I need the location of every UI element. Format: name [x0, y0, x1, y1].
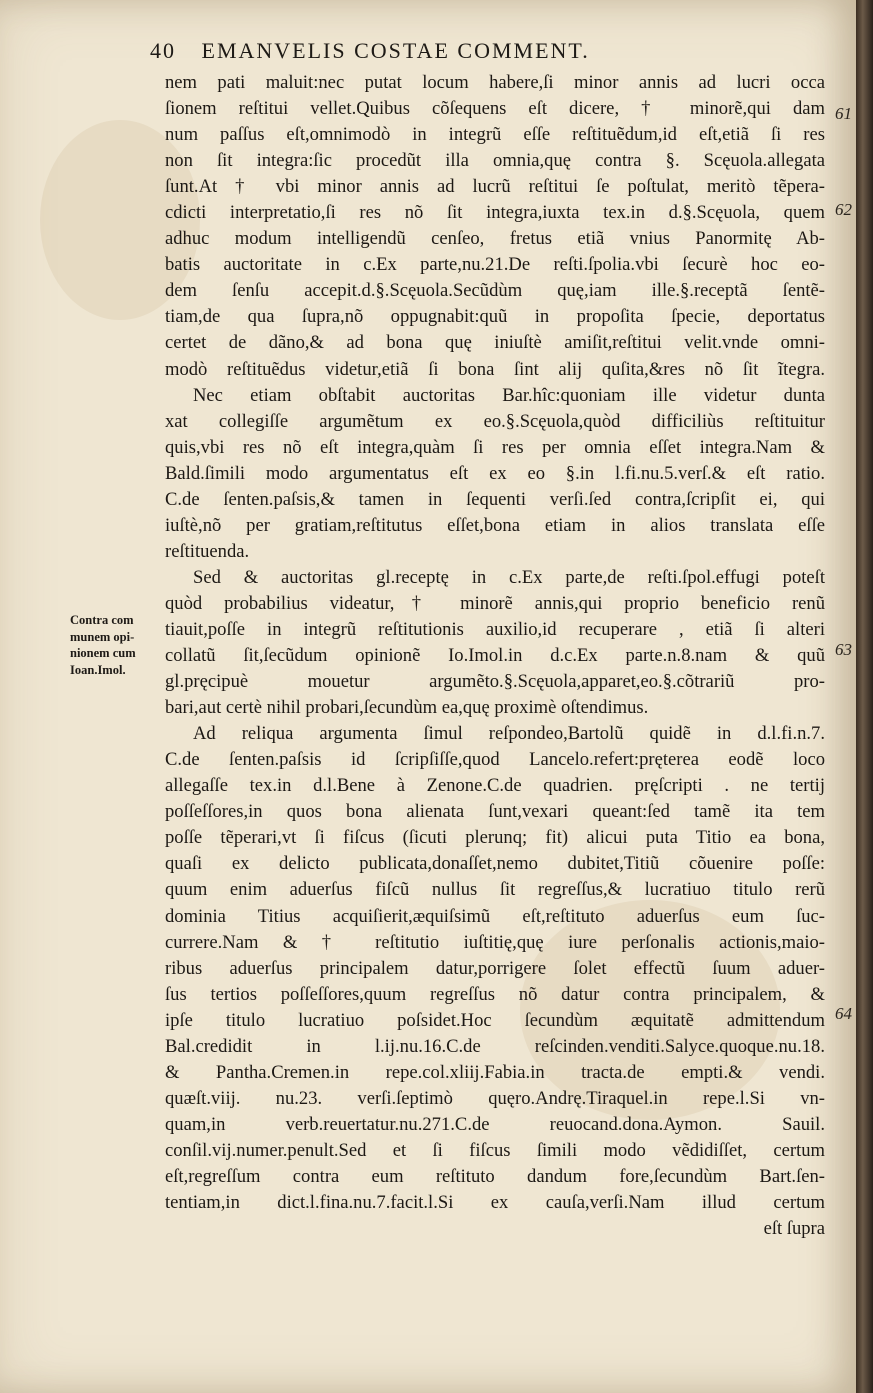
text-line: num paſſus eſt,omnimodò in integrũ eſſe reſtituẽdum,id eſt,etiã ſi res: [165, 124, 825, 146]
text-line: cdicti interpretatio,ſi res nõ ſit integra,iuxta tex.in d.§.Scęuola, quem: [165, 202, 825, 224]
text-line: tiauit,poſſe in integrũ reſtitutionis auxilio,id recuperare , etiã ſi alteri: [165, 618, 825, 640]
text-line: Bal.credidit in l.ij.nu.16.C.de reſcinden.venditi.Salyce.quoque.nu.18.: [165, 1035, 825, 1057]
text-line: reſtituenda.: [165, 540, 250, 562]
text-line: modò reſtituẽdus videtur,etiã ſi bona ſint alij quſita,&res nõ ſit ĩtegra.: [165, 358, 825, 380]
margin-note-line: Contra com: [70, 613, 134, 627]
text-line: poſſe tẽperari,vt ſi fiſcus (ſicuti plerunq; fit) alicui puta Titio ea bona,: [165, 827, 825, 849]
text-line: Bald.ſimili modo argumentatus eſt ex eo §.in l.fi.nu.5.verſ.& eſt ratio.: [165, 462, 825, 484]
text-line: ſionem reſtitui vellet.Quibus cõſequens eſt dicere, † minorẽ,qui dam: [165, 98, 825, 120]
text-line: dominia Titius acquiſierit,æquiſsimũ eſt,reſtituto aduerſus eum ſuc-: [165, 905, 825, 927]
margin-number: 61: [835, 104, 852, 123]
text-line: adhuc modum intelligendũ cenſeo, fretus etiã vnius Panormitę Ab-: [165, 228, 825, 250]
text-line: C.de ſenten.paſsis id ſcripſiſſe,quod Lancelo.refert:pręterea eodẽ loco: [165, 749, 825, 771]
text-line: quis,vbi res nõ eſt integra,quàm ſi res per omnia eſſet integra.Nam &: [165, 436, 825, 458]
text-line: quam,in verb.reuertatur.nu.271.C.de reuocand.dona.Aymon. Sauil.: [165, 1113, 825, 1135]
margin-note: [70, 612, 180, 678]
body-text: [165, 70, 825, 1242]
text-line: quaſi ex delicto publicata,donaſſet,nemo dubitet,Titiũ cõuenire poſſe:: [165, 853, 825, 875]
text-line: non ſit integra:ſic procedũt illa omnia,quę contra §. Scęuola.allegata: [165, 150, 825, 172]
text-line: C.de ſenten.paſsis,& tamen in ſequenti verſi.ſed contra,ſcripſit ei, qui: [165, 488, 825, 510]
text-line: ſunt.At † vbi minor annis ad lucrũ reſtitui ſe poſtulat, meritò tẽpera-: [165, 176, 825, 198]
text-line: allegaſſe tex.in d.l.Bene à Zenone.C.de quadrien. pręſcripti . ne tertij: [165, 775, 825, 797]
text-line: Nec etiam obſtabit auctoritas Bar.hîc:quoniam ille videtur dunta: [193, 384, 825, 406]
running-header: [150, 38, 830, 64]
text-line: currere.Nam & † reſtitutio iuſtitię,quę iure perſonalis actionis,maio-: [165, 931, 825, 953]
text-line: quæſt.viij. nu.23. verſi.ſeptimò quęro.Andrę.Tiraquel.in repe.l.Si vn-: [165, 1087, 825, 1109]
text-line: nem pati maluit:nec putat locum habere,ſi minor annis ad lucri occa: [165, 72, 825, 93]
text-line: ribus aduerſus principalem datur,porrigere ſolet effectũ ſuum aduer-: [165, 957, 825, 979]
text-line: collatũ ſit,ſecũdum opinionẽ Io.Imol.in d.c.Ex parte.n.8.nam & quũ: [165, 645, 825, 667]
text-line: conſil.vij.numer.penult.Sed et ſi fiſcus ſimili modo vẽdidiſſet, certum: [165, 1139, 825, 1161]
text-line: dem ſenſu accepit.d.§.Scęuola.Secũdùm quę,iam ille.§.receptã ſentẽ-: [165, 280, 825, 302]
text-line: eſt ſupra: [763, 1218, 825, 1240]
text-line: certet de dãno,& ad bona quę iniuſtè amiſit,reſtitui velit.vnde omni-: [165, 332, 825, 354]
text-line: iuſtè,nõ per gratiam,reſtitutus eſſet,bona etiam in alios translata eſſe: [165, 514, 825, 536]
margin-note-line: Ioan.Imol.: [70, 662, 126, 677]
text-line: batis auctoritate in c.Ex parte,nu.21.De reſti.ſpolia.vbi ſecurè hoc eo-: [165, 254, 825, 276]
text-line: tentiam,in dict.l.fina.nu.7.facit.l.Si ex cauſa,verſi.Nam illud certum: [165, 1192, 825, 1214]
running-title: EMANVELIS COSTAE COMMENT.: [201, 38, 590, 63]
page-number: 40: [150, 38, 176, 63]
text-line: eſt,regreſſum contra eum reſtituto dandum fore,ſecundùm Bart.ſen-: [165, 1165, 825, 1187]
margin-note-line: nionem cum: [70, 646, 136, 660]
text-line: tiam,de qua ſupra,nõ oppugnabit:quũ in propoſita ſpecie, deportatus: [165, 306, 825, 328]
book-spine-edge: [856, 0, 873, 1393]
margin-number: 62: [835, 200, 852, 219]
margin-number: 64: [835, 1004, 852, 1023]
margin-note-line: munem opi-: [70, 629, 135, 644]
text-line: gl.pręcipuè mouetur argumẽto.§.Scęuola,apparet,eo.§.cõtrariũ pro-: [165, 671, 825, 693]
text-line: quum enim aduerſus fiſcũ nullus ſit regreſſus,& lucratiuo titulo rerũ: [165, 879, 825, 901]
margin-number: 63: [835, 640, 852, 659]
text-line: bari,aut certè nihil probari,ſecundùm ea,quę proximè oſtendimus.: [165, 697, 649, 719]
text-line: xat collegiſſe argumẽtum ex eo.§.Scęuola,quòd difficiliùs reſtituitur: [165, 410, 825, 432]
text-line: Ad reliqua argumenta ſimul reſpondeo,Bartolũ quidẽ in d.l.fi.n.7.: [193, 723, 825, 745]
text-line: & Pantha.Cremen.in repe.col.xliij.Fabia.in tracta.de empti.& vendi.: [165, 1061, 825, 1083]
text-line: ſus tertios poſſeſſores,quum regreſſus nõ datur contra principalem, &: [165, 983, 825, 1005]
text-line: quòd probabilius videatur,† minorẽ annis,qui proprio beneficio renũ: [165, 592, 825, 614]
text-line: ipſe titulo lucratiuo poſsidet.Hoc ſecundùm æquitatẽ admittendum: [165, 1009, 825, 1031]
text-line: poſſeſſores,in quos bona alienata ſunt,vexari queant:ſed tamẽ ita tem: [165, 801, 825, 823]
text-line: Sed & auctoritas gl.receptę in c.Ex parte,de reſti.ſpol.effugi poteſt: [193, 566, 825, 588]
